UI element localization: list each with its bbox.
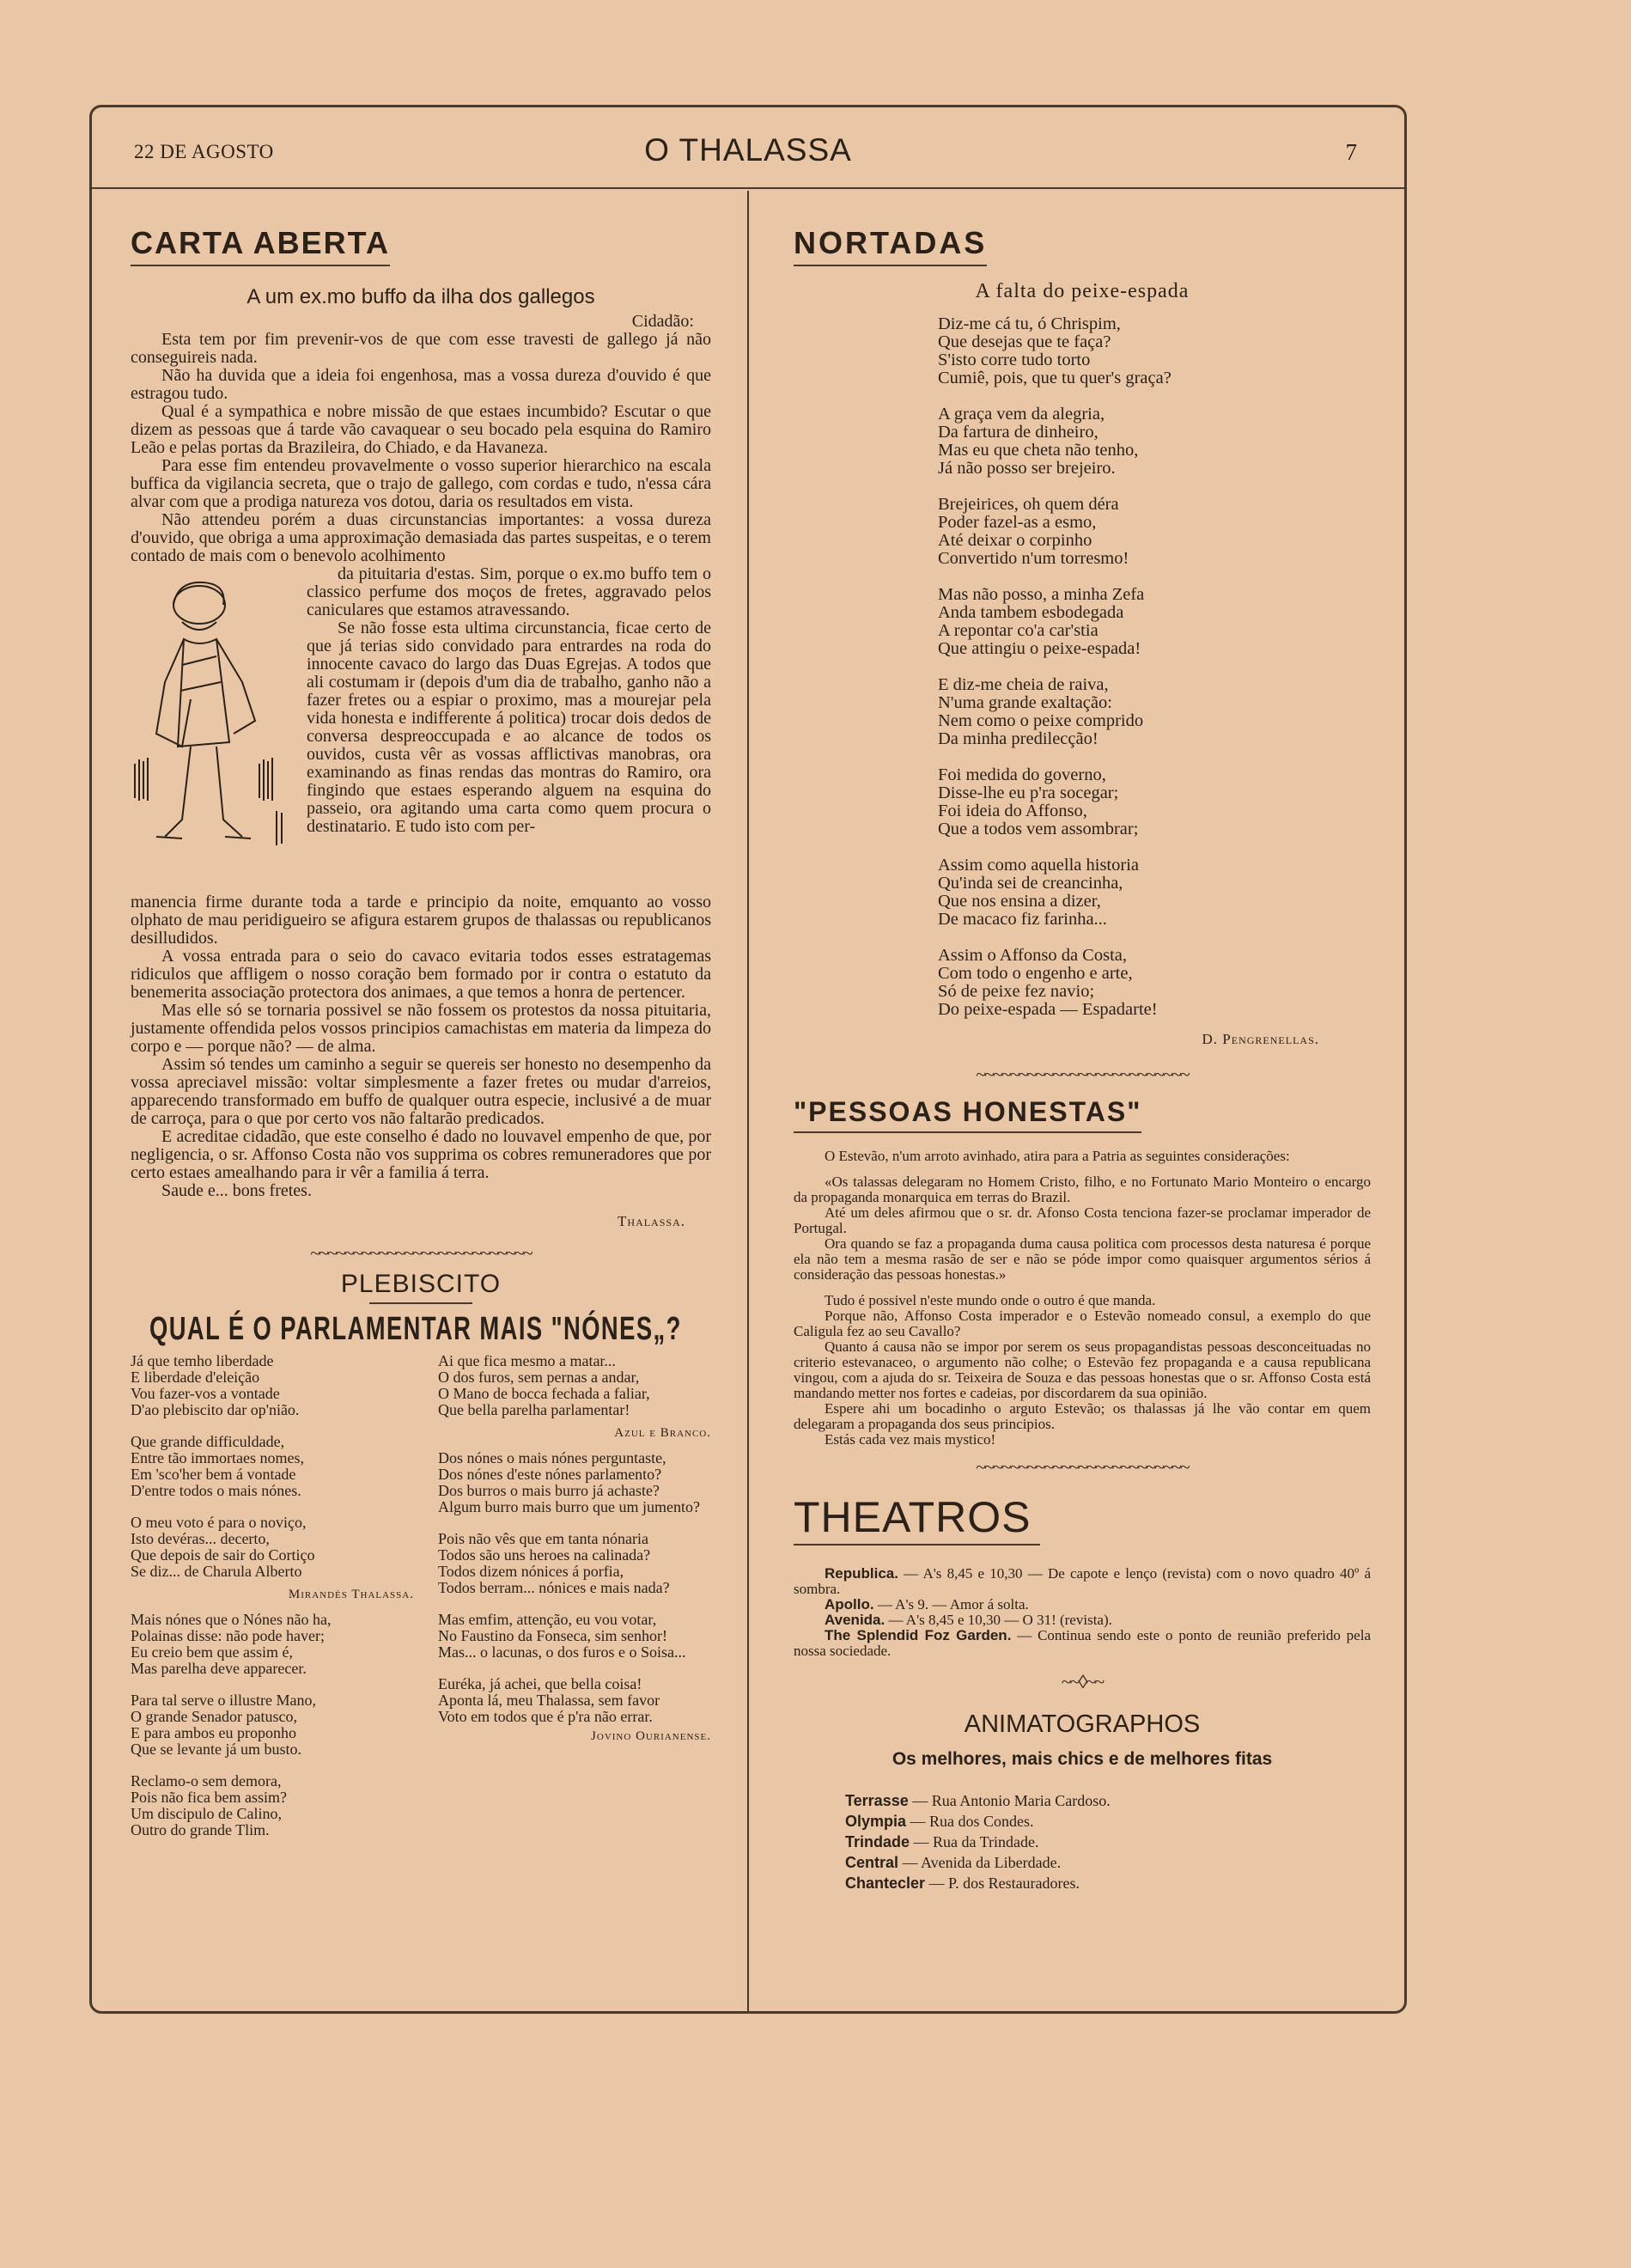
- animatographos-title: ANIMATOGRAPHOS: [964, 1710, 1201, 1738]
- plebiscito-stanza: [438, 1450, 711, 1515]
- carta-paragraph: Mas elle só se tornaria possivel se não fossem os protestos da nossa pituitaria, justamente offendida pelos vossos principios camachistas em materia da limpeza do corpo e — porque não? — de alma.: [131, 1001, 711, 1056]
- poem-line: Foi medida do governo,: [938, 765, 1106, 784]
- pessoas-paragraph: Tudo é possivel n'este mundo onde o outro é que manda.: [825, 1292, 1156, 1308]
- poem-line: Da fartura de dinheiro,: [938, 423, 1098, 442]
- nortadas-stanza: [938, 586, 1371, 658]
- carta-paragraph: Não ha duvida que a ideia foi engenhosa, mas a vossa dureza d'ouvido é que estragou tudo.: [131, 366, 711, 403]
- pessoas-intro: O Estevão, n'um arroto avinhado, atira para a Patria as seguintes considerações:: [825, 1148, 1290, 1164]
- poem-line: Que grande difficuldade,: [131, 1433, 285, 1450]
- theatre-entry-text: — A's 8,45 e 10,30 — O 31! (revista).: [885, 1612, 1112, 1628]
- poem-line: Que nos ensina a dizer,: [938, 892, 1101, 911]
- nortadas-stanza: [938, 766, 1371, 838]
- poem-line: Cumiê, pois, que tu quer's graça?: [938, 369, 1172, 387]
- pessoas-paragraph: Espere ahi um bocadinho o arguto Estevão; os thalassas já lhe vão contar em quem delegaram a propaganda dos seus principios.: [794, 1400, 1371, 1432]
- cinema-entry-name: Chantecler: [845, 1875, 926, 1892]
- cinema-entry-text: — P. dos Restauradores.: [925, 1875, 1080, 1892]
- cinema-entry: [845, 1832, 1371, 1852]
- theatre-entry: [794, 1628, 1371, 1659]
- cinema-entry-text: — Rua dos Condes.: [906, 1813, 1034, 1830]
- poem-line: Mais nónes que o Nónes não ha,: [131, 1611, 332, 1628]
- pessoas-quote-paragraph: Até um deles afirmou que o sr. dr. Afonso Costa tenciona fazer-se proclamar imperador de Portugal.: [794, 1204, 1371, 1236]
- poem-line: N'uma grande exaltação:: [938, 693, 1112, 712]
- poem-line: D'entre todos o mais nónes.: [131, 1482, 301, 1499]
- poem-line: Um discipulo de Calino,: [131, 1805, 282, 1822]
- pleb-sig-mirandes: Mirandés Thalassa.: [288, 1588, 414, 1601]
- header-rule: [89, 187, 1407, 189]
- poem-line: Dos burros o mais burro já achaste?: [438, 1482, 660, 1499]
- carta-paragraph: Não attendeu porém a duas circunstancias importantes: a vossa dureza d'ouvido, que obriga a uma approximação demasiada das partes suspeitas, e o terem contado de mais com o benevolo acolhimento: [131, 510, 711, 565]
- plebiscito-title: PLEBISCITO: [340, 1270, 502, 1298]
- plebiscito-stanza: [438, 1353, 711, 1418]
- carta-paragraph: E acreditae cidadão, que este conselho é dado no louvavel empenho de que, por negligencia, o sr. Affonso Costa não vos supprima os cobres remuneradores que por certo estaes amealhando para ir vêr a familia á terra.: [131, 1127, 711, 1182]
- poem-line: Que se levante já um busto.: [131, 1741, 301, 1758]
- poem-line: Que depois de sair do Cortiço: [131, 1546, 315, 1564]
- ornament-divider-2: ~~~~~~~~~~~~~~~~~~~~~~~~~: [976, 1064, 1189, 1085]
- pessoas-paragraph: Estás cada vez mais mystico!: [825, 1431, 996, 1448]
- plebiscito-question: QUAL É O PARLAMENTAR MAIS "NÓNES„?: [149, 1311, 682, 1347]
- poem-line: Isto devéras... decerto,: [131, 1530, 270, 1547]
- theatre-entry-name: The Splendid Foz Garden.: [825, 1627, 1012, 1643]
- poem-line: Mas não posso, a minha Zefa: [938, 585, 1145, 604]
- plebiscito-left: [131, 1353, 414, 1854]
- theatre-entry: [794, 1566, 1371, 1597]
- poem-line: Já não posso ser brejeiro.: [938, 459, 1116, 478]
- nortadas-title: NORTADAS: [794, 225, 987, 266]
- animatographos-list: [845, 1790, 1371, 1893]
- poem-line: Diz-me cá tu, ó Chrispim,: [938, 314, 1121, 333]
- carta-paragraph: Assim só tendes um caminho a seguir se quereis ser honesto no desempenho da vossa apreciavel missão: voltar simplesmente a fazer fretes ou mudar d'arreios, apparecendo transformado em buffo de qualquer outra especie, inclusivé a de muar de carroça, para o que por certo vos não faltarão predicados.: [131, 1055, 711, 1128]
- poem-line: Que bella parelha parlamentar!: [438, 1401, 630, 1418]
- poem-line: Vou fazer-vos a vontade: [131, 1385, 280, 1402]
- poem-line: Entre tão immortaes nomes,: [131, 1449, 304, 1466]
- poem-line: Dos nónes d'este nónes parlamento?: [438, 1466, 662, 1483]
- poem-line: O Mano de bocca fechada a faliar,: [438, 1385, 650, 1402]
- poem-line: E diz-me cheia de raiva,: [938, 675, 1109, 694]
- poem-line: Foi ideia do Affonso,: [938, 802, 1087, 820]
- poem-line: Todos berram... nónices e mais nada?: [438, 1579, 670, 1596]
- theatre-entry: [794, 1613, 1371, 1628]
- animatographos-subtitle: Os melhores, mais chics e de melhores fitas: [892, 1749, 1273, 1769]
- poem-line: Nem como o peixe comprido: [938, 711, 1144, 730]
- poem-line: Polainas disse: não pode haver;: [131, 1627, 325, 1644]
- carta-figure-text: [307, 565, 711, 836]
- plebiscito-stanza: [131, 1773, 414, 1838]
- cinema-entry-name: Olympia: [845, 1813, 907, 1830]
- pleb-sig-jovino: Jovino Ourianense.: [591, 1729, 711, 1743]
- left-column: [131, 225, 711, 1854]
- plebiscito-right: [438, 1353, 711, 1854]
- poem-line: Já que temho liberdade: [131, 1352, 274, 1369]
- ornament-divider-3: ~~~~~~~~~~~~~~~~~~~~~~~~~: [976, 1456, 1189, 1478]
- poem-line: E liberdade d'eleição: [131, 1369, 260, 1386]
- nortadas-poem: [938, 315, 1371, 1019]
- nortadas-stanza: [938, 405, 1371, 478]
- poem-line: D'ao plebiscito dar op'nião.: [131, 1401, 300, 1418]
- nortadas-stanza: [938, 947, 1371, 1019]
- poem-line: Que a todos vem assombrar;: [938, 820, 1139, 838]
- gallego-illustration: [131, 570, 302, 888]
- poem-line: Ai que fica mesmo a matar...: [438, 1352, 616, 1369]
- poem-line: Só de peixe fez navio;: [938, 982, 1095, 1001]
- poem-line: Com todo o engenho e arte,: [938, 964, 1133, 983]
- pessoas-quote-paragraph: «Os talassas delegaram no Homem Cristo, filho, e no Fortunato Mario Monteiro o encargo da propaganda monarquica em terras do Brazil.: [794, 1174, 1371, 1205]
- cinema-entry-text: — Rua Antonio Maria Cardoso.: [908, 1792, 1111, 1809]
- poem-line: Brejeirices, oh quem déra: [938, 495, 1119, 514]
- poem-line: Dos nónes o mais nónes perguntaste,: [438, 1449, 666, 1466]
- poem-line: Convertido n'um torresmo!: [938, 549, 1129, 568]
- nortadas-stanza: [938, 676, 1371, 748]
- carta-signature: Thalassa.: [618, 1213, 685, 1229]
- poem-line: S'isto corre tudo torto: [938, 351, 1091, 369]
- poem-line: O grande Senador patusco,: [131, 1708, 297, 1725]
- plebiscito-stanza: [131, 1515, 414, 1580]
- poem-line: Disse-lhe eu p'ra socegar;: [938, 783, 1119, 802]
- poem-line: Assim como aquella historia: [938, 856, 1139, 875]
- theatros-title: THEATROS: [794, 1492, 1040, 1546]
- poem-line: Mas... o lacunas, o dos furos e o Soisa...: [438, 1643, 686, 1661]
- plebiscito-stanza: [131, 1612, 414, 1677]
- poem-line: Poder fazel-as a esmo,: [938, 513, 1097, 532]
- pessoas-paragraph: Quanto á causa não se impor por serem os seus propagandistas pessoas desconceituadas no criterio estevanaceo, o argumento não colhe; o Estevão fez propaganda e a causa republicana vingou, com a ajuda do sr. Teixeira de Souza e das pessoas honestas que o sr. Affonso Costa está mandando metter nos fortes e cadeias, por discordarem da sua opinião.: [794, 1338, 1371, 1401]
- poem-line: Qu'inda sei de creancinha,: [938, 874, 1123, 893]
- pleb-sig-azul: Azul e Branco.: [614, 1426, 711, 1440]
- carta-paragraph: Se não fosse esta ultima circunstancia, ficae certo de que já terias sido convidado para entrardes na roda do innocente cavaco do largo das Duas Egrejas. A todos que ali costumam ir (depois d'um dia de trabalho, ganho não a fazer fretes ou a espiar o proximo, mas a mourejar pela vida honesta e indifferente á politica) trocar dois dedos de conversa despreoccupada e ao alcance de todos os ouvidos, custa vêr as vossas afflictivas manobras, ora examinando as finas rendas das montras do Ramiro, ora fingindo que estaes esperando alguem na esquina do passeio, ora agitando uma carta como quem procura o destinatario. E tudo isto com per-: [307, 619, 711, 836]
- theatre-entry-name: Republica.: [825, 1565, 898, 1582]
- poem-line: Mas eu que cheta não tenho,: [938, 441, 1139, 460]
- cinema-entry: [845, 1811, 1371, 1832]
- nortadas-stanza: [938, 496, 1371, 568]
- carta-figure-block: [131, 565, 711, 893]
- theatre-entry-text: — A's 9. — Amor á solta.: [873, 1596, 1029, 1613]
- carta-paragraph: Para esse fim entendeu provavelmente o vosso superior hierarchico na escala buffica da vigilancia secreta, que o trajo de gallego, com cordas e tudo, n'essa cára alvar com que a prodiga natureza vos dotou, daria os resultados em vista.: [131, 456, 711, 511]
- cinema-entry-text: — Avenida da Liberdade.: [898, 1854, 1062, 1871]
- poem-line: Algum burro mais burro que um jumento?: [438, 1498, 700, 1515]
- poem-line: Mas emfim, attenção, eu vou votar,: [438, 1611, 657, 1628]
- nortadas-subtitle: A falta do peixe-espada: [975, 280, 1190, 302]
- poem-line: Pois não fica bem assim?: [131, 1789, 287, 1806]
- poem-line: De macaco fiz farinha...: [938, 910, 1107, 929]
- plebiscito-rule: [369, 1302, 472, 1304]
- poem-line: Aponta lá, meu Thalassa, sem favor: [438, 1692, 660, 1709]
- cinema-entry-text: — Rua da Trindade.: [910, 1833, 1039, 1850]
- plebiscito-stanza: [131, 1434, 414, 1499]
- theatre-entry-text: — A's 8,45 e 10,30 — De capote e lenço (revista) com o novo quadro 40º á sombra.: [794, 1565, 1371, 1597]
- theatre-entry-text: — Continua sendo este o ponto de reunião preferido pela nossa sociedade.: [794, 1627, 1371, 1659]
- plebiscito-stanza: [131, 1353, 414, 1418]
- carta-paragraph: manencia firme durante toda a tarde e principio da noite, emquanto ao vosso olphato de mau peridigueiro se afigura estarem grupos de thalassas ou republicanos desilludidos.: [131, 893, 711, 948]
- poem-line: O dos furos, sem pernas a andar,: [438, 1369, 640, 1386]
- nortadas-stanza: [938, 857, 1371, 929]
- page-number: 7: [1345, 139, 1357, 165]
- pessoas-body: [794, 1149, 1371, 1448]
- plebiscito-stanza: [131, 1692, 414, 1758]
- poem-line: Voto em todos que é p'ra não errar.: [438, 1708, 653, 1725]
- carta-paragraph: A vossa entrada para o seio do cavaco evitaria todos esses estratagemas ridiculos que affligem o nosso coração bem formado por ir contra o estatuto da benemerita associação protectora dos animaes, a que temos a honra de pertencer.: [131, 947, 711, 1002]
- issue-date: 22 DE AGOSTO: [134, 141, 274, 162]
- ornament-divider: ~~~~~~~~~~~~~~~~~~~~~~~~~~: [310, 1242, 532, 1264]
- poem-line: Todos dizem nónices á porfia,: [438, 1563, 624, 1580]
- cinema-entry: [845, 1852, 1371, 1873]
- plebiscito-stanza: [438, 1612, 711, 1661]
- theatre-entry-name: Apollo.: [825, 1596, 874, 1613]
- theatre-entry-name: Avenida.: [825, 1612, 885, 1628]
- poem-line: Se diz... de Charula Alberto: [131, 1563, 302, 1580]
- poem-line: Em 'sco'her bem á vontade: [131, 1466, 296, 1483]
- theatre-entry: [794, 1597, 1371, 1613]
- carta-paragraph: da pituitaria d'estas. Sim, porque o ex.mo buffo tem o classico perfume dos moços de fretes, aggravado pelos caniculares que estamos atravessando.: [307, 564, 711, 619]
- plebiscito-stanza: [438, 1531, 711, 1596]
- poem-line: Euréka, já achei, que bella coisa!: [438, 1675, 642, 1692]
- poem-line: Todos são uns heroes na calinada?: [438, 1546, 651, 1564]
- page-header: [89, 105, 1407, 189]
- pessoas-paragraph: Porque não, Affonso Costa imperador e o Estevão nomeado consul, a exemplo do que Caligula fez ao seu Cavallo?: [794, 1308, 1371, 1339]
- poem-line: O meu voto é para o noviço,: [131, 1514, 307, 1531]
- poem-line: Eu creio bem que assim é,: [131, 1643, 293, 1661]
- cinema-entry-name: Trindade: [845, 1833, 910, 1850]
- poem-line: Anda tambem esbodegada: [938, 603, 1124, 622]
- poem-line: Até deixar o corpinho: [938, 531, 1092, 550]
- carta-salutation: Cidadão:: [631, 312, 694, 331]
- cinema-entry: [845, 1873, 1371, 1893]
- carta-subtitle: A um ex.mo buffo da ilha dos gallegos: [246, 285, 595, 308]
- poem-line: Pois não vês que em tanta nónaria: [438, 1530, 648, 1547]
- poem-line: Do peixe-espada — Espadarte!: [938, 1000, 1158, 1019]
- poem-line: A graça vem da alegria,: [938, 405, 1105, 424]
- carta-paragraph: Saude e... bons fretes.: [161, 1181, 312, 1200]
- poem-line: A repontar co'a car'stia: [938, 621, 1098, 640]
- plebiscito-columns: [131, 1353, 711, 1854]
- nortadas-stanza: [938, 315, 1371, 387]
- carta-body-continued: [131, 893, 711, 1200]
- carta-title: CARTA ABERTA: [131, 225, 390, 266]
- poem-line: Outro do grande Tlim.: [131, 1821, 270, 1838]
- carta-paragraph: Esta tem por fim prevenir-vos de que com esse travesti de gallego já não conseguireis nada.: [131, 330, 711, 367]
- poem-line: No Faustino da Fonseca, sim senhor!: [438, 1627, 667, 1644]
- cinema-entry: [845, 1790, 1371, 1811]
- poem-line: Para tal serve o illustre Mano,: [131, 1692, 316, 1709]
- newspaper-title: O THALASSA: [644, 132, 852, 168]
- poem-line: Da minha predilecção!: [938, 729, 1098, 748]
- carta-body: [131, 331, 711, 565]
- pessoas-title: "PESSOAS HONESTAS": [794, 1096, 1141, 1133]
- carta-paragraph: Qual é a sympathica e nobre missão de que estaes incumbido? Escutar o que dizem as pessoas que á tarde vão cavaquear o seu bocado pela esquina do Ramiro Leão e pelas portas da Brazileira, do Chiado, e da Havaneza.: [131, 402, 711, 457]
- right-column: [794, 225, 1371, 1893]
- ornament-small: ~~◊~~: [1061, 1671, 1104, 1692]
- poem-line: Reclamo-o sem demora,: [131, 1772, 282, 1789]
- nortadas-signature: D. Pengrenellas.: [1202, 1031, 1319, 1047]
- poem-line: Assim o Affonso da Costa,: [938, 946, 1128, 965]
- cinema-entry-name: Terrasse: [845, 1792, 909, 1809]
- plebiscito-stanza: [438, 1676, 711, 1725]
- poem-line: Que attingiu o peixe-espada!: [938, 639, 1141, 658]
- column-divider: [747, 191, 749, 2012]
- poem-line: Mas parelha deve apparecer.: [131, 1660, 307, 1677]
- poem-line: Que desejas que te faça?: [938, 332, 1111, 351]
- theatros-list: [794, 1566, 1371, 1659]
- cinema-entry-name: Central: [845, 1854, 899, 1871]
- pessoas-quote-paragraph: Ora quando se faz a propaganda duma causa politica com processos desta naturesa é porque ela não tem a mesma rasão de ser e não se póde impor como quaisquer argumentos sérios á consideração das pessoas honestas.»: [794, 1235, 1371, 1283]
- poem-line: E para ambos eu proponho: [131, 1724, 296, 1741]
